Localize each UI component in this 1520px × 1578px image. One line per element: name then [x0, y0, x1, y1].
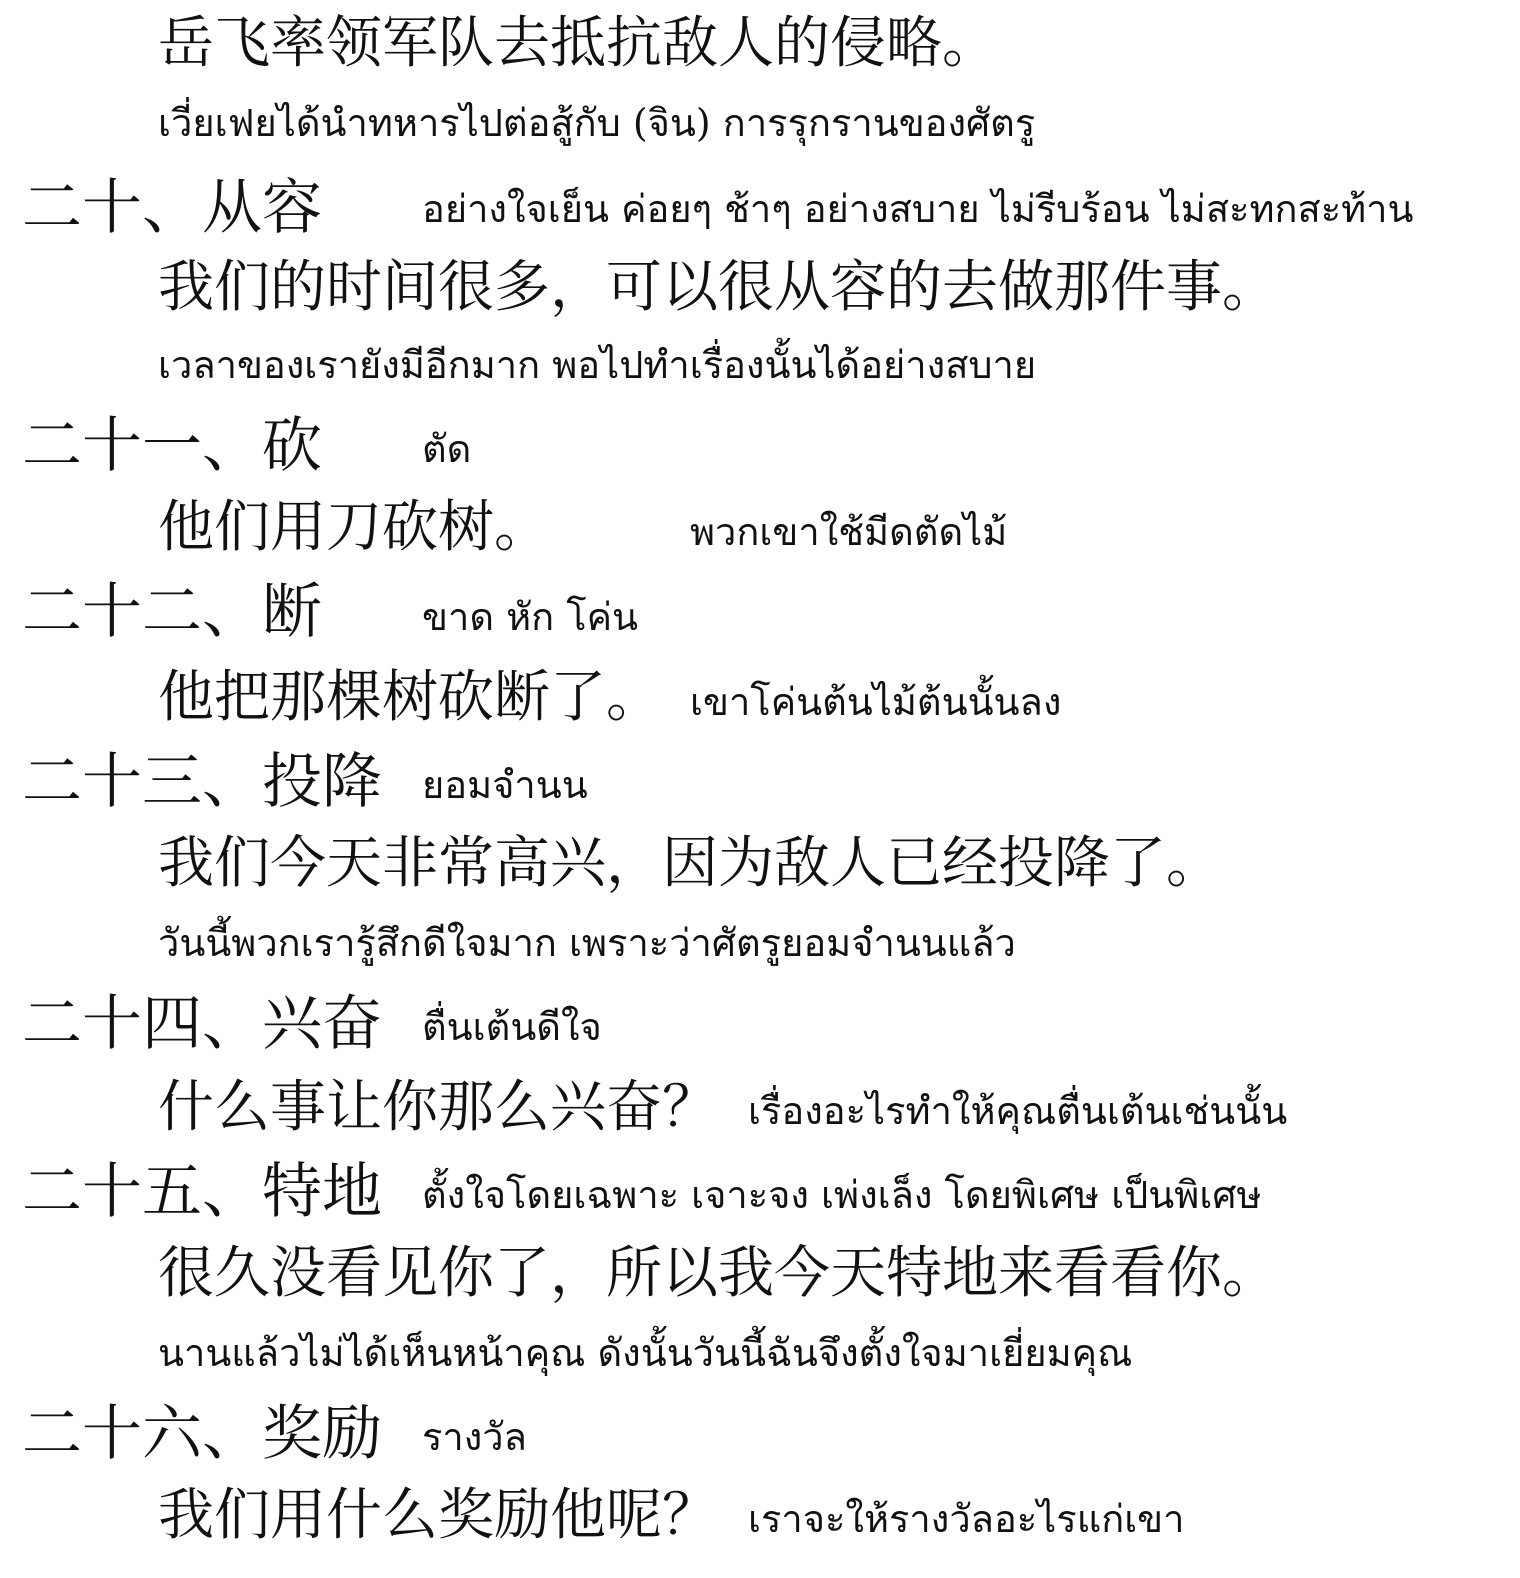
vocab-heading: 二十五、特地 — [22, 1157, 382, 1227]
example-sentence-zh: 我们用什么奖励他呢？ — [158, 1483, 718, 1548]
example-sentence-zh: 很久没看见你了，所以我今天特地来看看你。 — [158, 1241, 1278, 1306]
vocab-meaning-th: ตัด — [422, 427, 472, 471]
vocab-meaning-th: อย่างใจเย็น ค่อยๆ ช้าๆ อย่างสบาย ไม่รีบร้อน ไม่สะทกสะท้าน — [422, 187, 1414, 231]
vocab-heading: 二十二、断 — [22, 577, 322, 647]
example-translation-th: เวลาของเรายังมีอีกมาก พอไปทำเรื่องนั้นได้อย่างสบาย — [158, 343, 1037, 387]
example-sentence-zh: 他们用刀砍树。 — [158, 495, 550, 560]
example-translation-th: เวี่ยเฟยได้นำทหารไปต่อสู้กับ (จิน) การรุกรานของศัตรู — [158, 101, 1036, 145]
example-sentence-zh: 我们今天非常高兴，因为敌人已经投降了。 — [158, 831, 1222, 896]
vocab-heading: 二十三、投降 — [22, 747, 382, 817]
vocab-heading: 二十一、砍 — [22, 411, 322, 481]
vocab-meaning-th: ตื่นเต้นดีใจ — [422, 1005, 602, 1049]
example-translation-th: พวกเขาใช้มีดตัดไม้ — [690, 510, 1008, 554]
vocab-meaning-th: ยอมจำนน — [422, 763, 588, 807]
example-translation-th: วันนี้พวกเรารู้สึกดีใจมาก เพราะว่าศัตรูยอมจำนนแล้ว — [158, 921, 1016, 965]
vocab-heading: 二十四、兴奋 — [22, 989, 382, 1059]
example-sentence-zh: 他把那棵树砍断了。 — [158, 665, 662, 730]
example-translation-th: เขาโค่นต้นไม้ต้นนั้นลง — [690, 680, 1062, 724]
example-translation-th: นานแล้วไม่ได้เห็นหน้าคุณ ดังนั้นวันนี้ฉันจึงตั้งใจมาเยี่ยมคุณ — [158, 1331, 1133, 1375]
vocab-meaning-th: ขาด หัก โค่น — [422, 595, 639, 639]
vocab-heading: 二十、从容 — [22, 173, 322, 243]
example-sentence-zh: 什么事让你那么兴奋？ — [158, 1075, 718, 1140]
example-translation-th: เราจะให้รางวัลอะไรแก่เขา — [748, 1497, 1185, 1541]
vocab-heading: 二十六、奖励 — [22, 1399, 382, 1469]
vocab-meaning-th: ตั้งใจโดยเฉพาะ เจาะจง เพ่งเล็ง โดยพิเศษ เป็นพิเศษ — [422, 1173, 1262, 1217]
example-translation-th: เรื่องอะไรทำให้คุณตื่นเต้นเช่นนั้น — [748, 1089, 1288, 1133]
example-sentence-zh: 岳飞率领军队去抵抗敌人的侵略。 — [158, 11, 998, 76]
example-sentence-zh: 我们的时间很多，可以很从容的去做那件事。 — [158, 255, 1278, 320]
vocab-meaning-th: รางวัล — [422, 1415, 527, 1459]
